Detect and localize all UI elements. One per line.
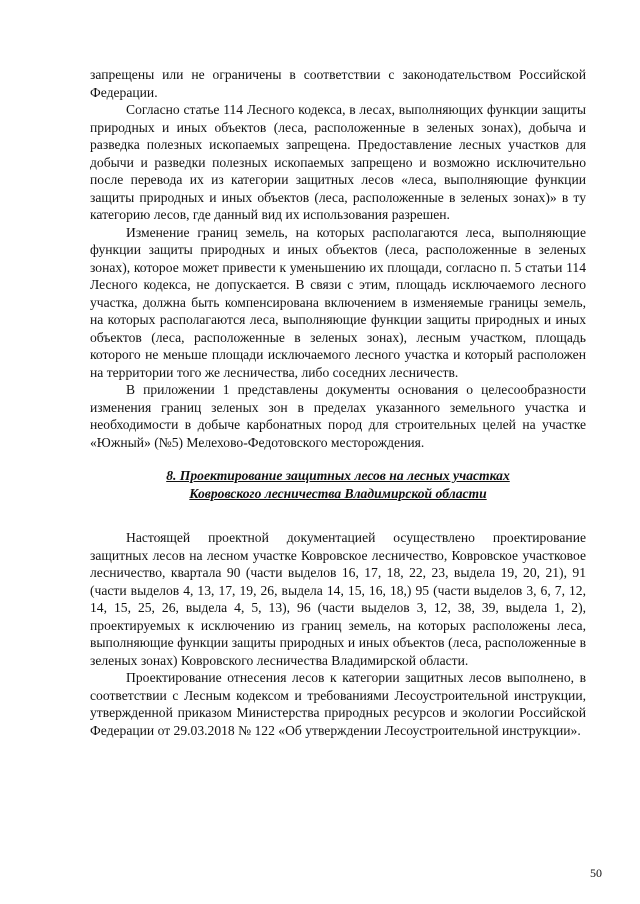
section-heading bbox=[90, 467, 586, 502]
paragraph-continuation: запрещены или не ограничены в соответствии с законодательством Российской Федерации. bbox=[90, 67, 586, 100]
section-heading-line-1: 8. Проектирование защитных лесов на лесных участках bbox=[166, 468, 510, 483]
section-heading-line-2: Ковровского лесничества Владимирской области bbox=[189, 485, 487, 501]
paragraph-forest-category: Проектирование отнесения лесов к категории защитных лесов выполнено, в соответствии с Лесным кодексом и требованиями Лесоустроительной инструкции, утвержденной приказом Министерства природных ресурсов и экологии Российской Федерации от 29.03.2018 № 122 «Об утверждении Лесоустроительной инструкции». bbox=[90, 670, 586, 738]
paragraph-appendix-1: В приложении 1 представлены документы основания о целесообразности изменения границ зеленых зон в пределах указанного земельного участка и необходимости в добыче карбонатных пород для строительных целей на участке «Южный» (№5) Мелехово-Федотовского месторождения. bbox=[90, 382, 586, 450]
paragraph-project-documentation: Настоящей проектной документацией осуществлено проектирование защитных лесов на лесном участке Ковровское лесничество, Ковровское участковое лесничество, квартала 90 (части выделов 16, 17, 18, 22, 23, выдела 19, 20, 21), 91 (части выделов 4, 13, 17, 19, 26, выдела 14, 15, 16, 18,) 95 (части выделов 3, 6, 7, 12, 14, 15, 25, 26, выдела 4, 5, 13), 96 (части выделов 3, 12, 38, 39, выдела 1, 2), проектируемых к исключению из границ земель, на которых расположены леса, выполняющие функции защиты природных и иных объектов (леса, расположенные в зеленых зонах) Ковровского лесничества Владимирской области. bbox=[90, 530, 586, 668]
page-number: 50 bbox=[590, 866, 602, 880]
paragraph-article-114: Согласно статье 114 Лесного кодекса, в лесах, выполняющих функции защиты природных и иных объектов (леса, расположенные в зеленых зонах), добыча и разведка полезных ископаемых запрещена. Предоставление лесных участков для добычи и разведки полезных ископаемых запрещено и возможно исключительно после перевода их из категории защитных лесов «леса, выполняющие функции защиты природных и иных объектов (леса, расположенные в зеленых зонах)» в ту категорию лесов, где данный вид их использования разрешен. bbox=[90, 102, 586, 222]
paragraph-boundary-change: Изменение границ земель, на которых располагаются леса, выполняющие функции защиты природных и иных объектов (леса, расположенные в зеленых зонах), которое может привести к уменьшению их площади, согласно п. 5 статьи 114 Лесного кодекса, не допускается. В связи с этим, площадь исключаемого лесного участка, должна быть компенсирована включением в изменяемые границы земель, на которых располагаются леса, выполняющие функции защиты природных и иных объектов (леса, расположенные в зеленых зонах), лесным участком, площадь которого не меньше площади исключаемого лесного участка и который расположен на территории того же лесничества, либо соседних лесничеств. bbox=[90, 224, 586, 380]
document-page bbox=[90, 66, 586, 739]
